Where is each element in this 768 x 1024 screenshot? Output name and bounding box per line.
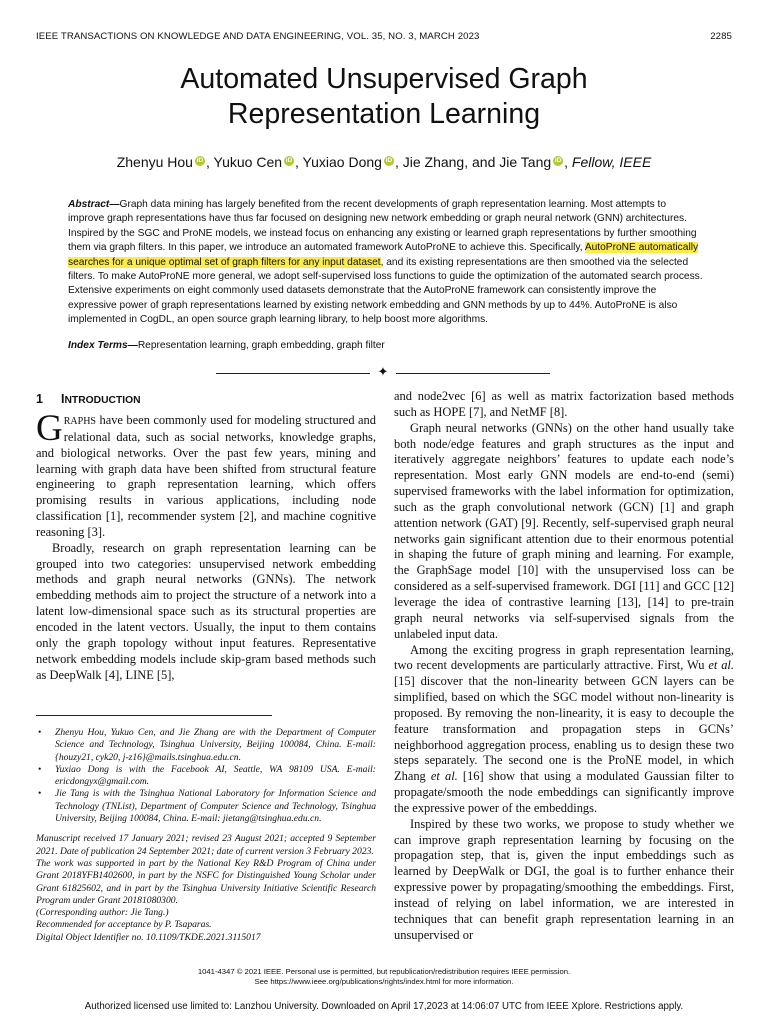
section-number: 1: [36, 392, 43, 406]
section-divider: [216, 364, 550, 380]
intro-paragraph-5: [394, 643, 734, 817]
orcid-icon[interactable]: iD: [385, 157, 393, 164]
doi: Digital Object Identifier no. 10.1109/TKDE.2021.3115017: [36, 931, 261, 943]
manuscript-info: [36, 833, 376, 944]
index-terms-text: Representation learning, graph embedding, graph filter: [137, 340, 385, 351]
affiliation-item: • Zhenyu Hou, Yukuo Cen, and Jie Zhang are with the Department of Computer Science and Technology, Tsinghua University, Beijing 100084, China. E-mail: {houzy21, cyk20, j-z16}@mails.tsinghua.edu.cn.: [36, 727, 376, 764]
orcid-icon[interactable]: iD: [196, 157, 204, 164]
copyright-line-1: 1041-4347 © 2021 IEEE. Personal use is permitted, but republication/redistribution requires IEEE permission.: [197, 967, 571, 976]
footnotes: [36, 727, 376, 944]
intro-paragraph-1: [36, 408, 376, 541]
intro-p1-text: have been commonly used for modeling structured and relational data, such as social networks, knowledge graphs, and biological networks. Over the past few years, mining and learning with graph data have been shifted from structural feature engineering to graph representation learning, which offers promising results in various applications, including node classification [1], recommender system [2], and machine cognitive reasoning [3].: [36, 413, 376, 539]
author-list: Zhenyu Hou iD , Yukuo Cen iD , Yuxiao Dong iD , Jie Zhang, and Jie Tang iD , Fellow, IEEE: [116, 154, 652, 170]
affiliation-item: • Jie Tang is with the Tsinghua National Laboratory for Information Science and Technology (TNList), Department of Computer Science and Technology, Tsinghua University, Beijing 100084, China. E-mail: jietang@tsinghua.edu.cn.: [36, 788, 376, 825]
author-dong: Yuxiao Dong: [302, 154, 382, 170]
first-word-rest: RAPHS: [63, 416, 96, 427]
index-terms: Index Terms—Representation learning, graph embedding, graph filter: [68, 340, 385, 351]
author-zhang-tang: Jie Zhang, and Jie Tang: [402, 154, 552, 170]
affiliation-list: [36, 727, 376, 825]
section-title-initial: I: [61, 392, 65, 406]
intro-paragraph-2: Broadly, research on graph representation learning can be grouped into two categories: unsupervised network embedding methods and graph neural networks (GNNs). The network embedding methods aim to project the structure of a network into a latent low-dimensional space such as its structural properties are encoded in the latent vectors. Usually, the input to them contains only the graph topology without input features. Representative network embedding models include skip-gram based methods such as DeepWalk [4], LINE [5],: [36, 540, 376, 682]
recommended-by: Recommended for acceptance by P. Tsaparas.: [36, 919, 212, 931]
journal-info: IEEE TRANSACTIONS ON KNOWLEDGE AND DATA ENGINEERING, VOL. 35, NO. 3, MARCH 2023: [36, 31, 480, 42]
funding-note: The work was supported in part by the National Key R&D Program of China under Grant 2018YFB1402600, in part by the NSFC for Distinguished Young Scholar under Grant 61825602, and in part by the Tsinghua University Initiative Scientific Research Program under Grant 20181080300.: [36, 857, 376, 906]
affiliation-item: • Yuxiao Dong is with the Facebook AI, Seattle, WA 98109 USA. E-mail: ericdongyx@gmail.com.: [36, 764, 376, 789]
intro-paragraph-4: Graph neural networks (GNNs) on the other hand usually take both node/edge features and graph structures as the input and iteratively aggregate neighbors’ features to update each node’s representation. Most early GNN models are end-to-end (semi) supervised frameworks with the label information for optimization, such as the graph convolutional network (GCN) [1] and graph attention network (GAT) [9]. Recently, self-supervised graph neural networks gain significant attention due to their enormous potential in shaping the future of graph mining and learning. For example, the GraphSage model [10] with the unsupervised loss can be considered as a self-supervised framework. DGI [11] and GCC [12] leverage the idea of contrastive learning [13], [14] to pre-train graph neural networks via self-supervised signals from the unlabeled input data.: [394, 420, 734, 641]
abstract-label: Abstract: [68, 199, 110, 210]
orcid-icon[interactable]: iD: [554, 157, 562, 164]
page-number: 2285: [710, 31, 732, 42]
title-line-2: Representation Learning: [227, 98, 541, 130]
p5-part-c: [16] show that using a modulated Gaussian filter to propagate/smooth the node embeddings can significantly improve the expressive power of the embeddings.: [394, 769, 734, 815]
p5-part-b: [15] discover that the non-linearity between GCN layers can be simplified, based on which the SGC model without non-linearity is proposed. By removing the non-linearity, it is easy to decouple the feature transformation and propagation steps in GCNs’ neighborhood aggregation process, enabling us to design these two steps separately. The second one is the ProNE model, in which Zhang: [394, 674, 734, 784]
corresponding-author: (Corresponding author: Jie Tang.): [36, 907, 169, 919]
abstract-text-after: , and its existing representations are then smoothed via the selected filters. To make AutoProNE more general, we adopt self-supervised loss functions to guide the optimization of the automated search process. Extensive experiments on eight commonly used datasets demonstrate that the AutoProNE framework can consistently improve the expressive power of graph representations learned by existing network embedding and GNN methods by up to 44%. AutoProNE is also implemented in CogDL, an open source graph learning library, to help boost more algorithms.: [68, 256, 703, 326]
et-al: et al.: [708, 658, 734, 673]
abstract-text-before: Graph data mining has largely benefited from the recent developments of graph representation learning. Most attempts to improve graph representations have thus far focused on designing new network embedding or graph neural network (GNN) architectures. Inspired by the SGC and ProNE models, we instead focus on enhancing any existing or learned graph representations by further smoothing them via graph filters. In this paper, we introduce an automated framework AutoProNE to achieve this. Specifically,: [68, 199, 697, 254]
copyright-notice: [36, 967, 732, 987]
author-fellow: Fellow, IEEE: [571, 154, 652, 170]
title-line-1: Automated Unsupervised Graph: [180, 63, 588, 95]
left-column: [36, 391, 376, 683]
section-title-rest: NTRODUCTION: [64, 395, 141, 406]
orcid-icon[interactable]: iD: [285, 157, 293, 164]
divider-star-icon: ✦: [377, 364, 389, 379]
dropcap: G: [36, 408, 63, 449]
section-heading: [36, 391, 376, 409]
right-column: [394, 389, 734, 944]
running-header: [36, 31, 732, 45]
divider-line-right: [396, 373, 550, 374]
abstract-highlight[interactable]: AutoProNE automatically searches for a unique optimal set of graph filters for any input dataset: [68, 242, 699, 268]
intro-paragraph-3: and node2vec [6] as well as matrix factorization based methods such as HOPE [7], and NetMF [8].: [394, 389, 734, 419]
abstract: Abstract—Graph data mining has largely benefited from the recent developments of graph representation learning. Most attempts to improve graph representations have thus far focused on designing new network embedding or graph neural network (GNN) architectures. Inspired by the SGC and ProNE models, we instead focus on enhancing any existing or learned graph representations by further smoothing them via graph filters. In this paper, we introduce an automated framework AutoProNE to achieve this. Specifically, AutoProNE automatically searches for a unique optimal set of graph filters for any input dataset, and its existing representations are then smoothed via the selected filters. To make AutoProNE more general, we adopt self-supervised loss functions to guide the optimization of the automated search process. Extensive experiments on eight commonly used datasets demonstrate that the AutoProNE framework can consistently improve the expressive power of graph representations learned by existing network embedding and GNN methods by up to 44%. AutoProNE is also implemented in CogDL, an open source graph learning library, to help boost more algorithms.: [68, 199, 703, 326]
divider-line-left: [216, 373, 370, 374]
index-terms-label: Index Terms: [68, 340, 128, 351]
license-notice: Authorized licensed use limited to: Lanzhou University. Downloaded on April 17,2023 at 14:06:07 UTC from IEEE Xplore. Restrictions apply.: [84, 1001, 684, 1012]
manuscript-dates: Manuscript received 17 January 2021; revised 23 August 2021; accepted 9 September 2021. Date of publication 24 September 2021; date of current version 3 February 2023.: [36, 833, 376, 857]
footnote-rule: [36, 715, 272, 716]
p5-part-a: Among the exciting progress in graph representation learning, two recent developments are particularly attractive. First, Wu: [394, 642, 734, 673]
author-hou: Zhenyu Hou: [116, 154, 193, 170]
author-cen: Yukuo Cen: [213, 154, 283, 170]
et-al: et al.: [430, 769, 458, 784]
paper-title: [60, 62, 708, 132]
intro-paragraph-6: Inspired by these two works, we propose to study whether we can improve graph representation learning by focusing on the propagation step, that is, given the input embeddings such as learned by DeepWalk or DGI, the goal is to further enhance their expressive power by propagating/smoothing the embeddings. First, instead of relying on label information, we are interested in techniques that can benefit graph representation learning in an unsupervised or: [394, 816, 734, 942]
copyright-line-2: See https://www.ieee.org/publications/rights/index.html for more information.: [254, 977, 514, 986]
